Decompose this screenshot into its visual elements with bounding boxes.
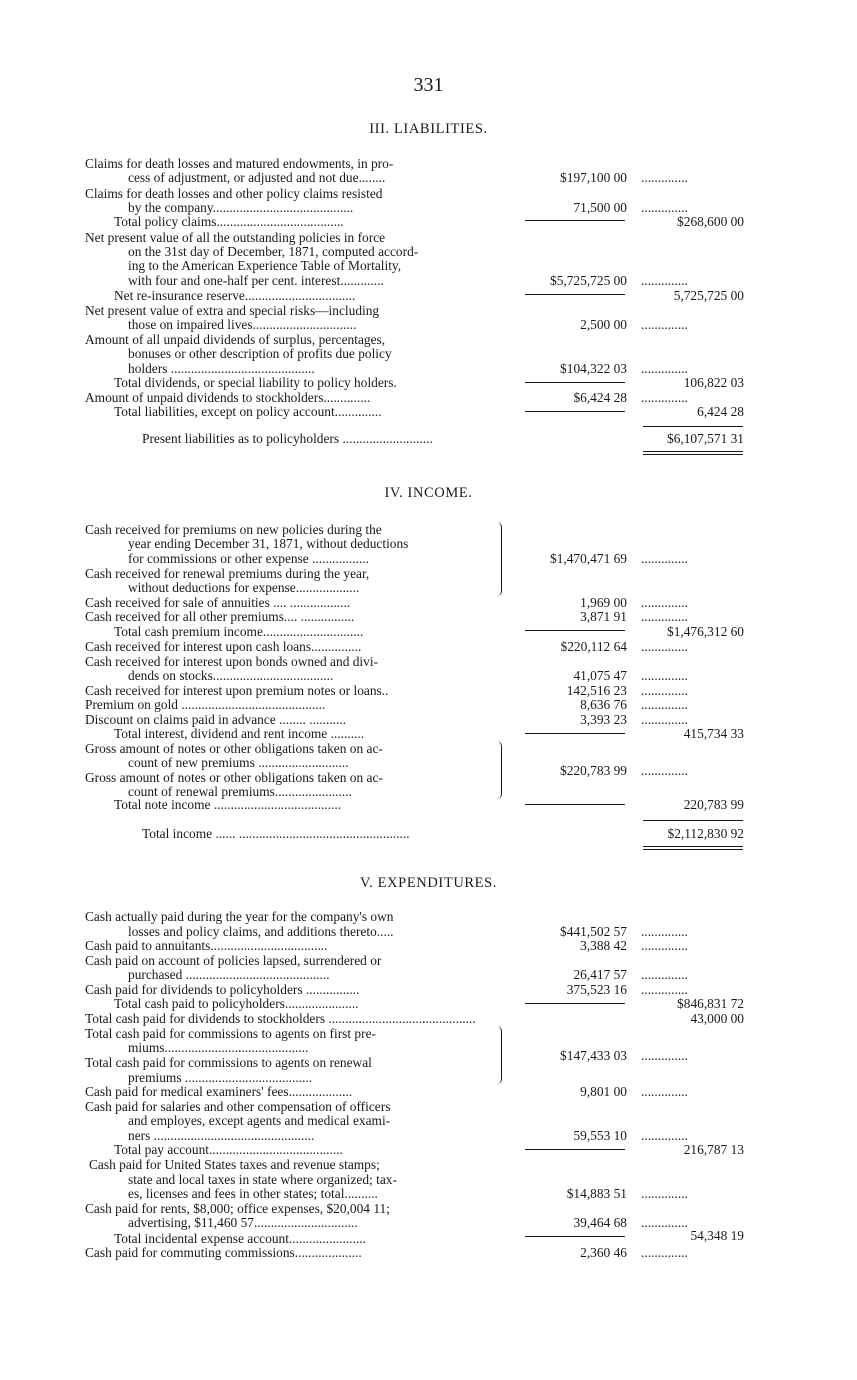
entry-label: Cash paid for medical examiners' fees................... xyxy=(85,1084,353,1099)
leader-dots: .............. xyxy=(641,640,688,654)
amount-cell: 142,516 23 xyxy=(566,683,627,698)
entry-label: Gross amount of notes or other obligations taken on ac- xyxy=(85,741,383,756)
table-row xyxy=(0,1129,857,1143)
entry-label: Total pay account........................................ xyxy=(114,1142,343,1157)
table-row xyxy=(0,391,857,405)
entry-label: Cash paid for salaries and other compensation of officers xyxy=(85,1099,391,1114)
leader-dots: .............. xyxy=(641,939,688,953)
entry-label: premiums ...................................... xyxy=(128,1070,313,1085)
table-row xyxy=(0,939,857,953)
table-row xyxy=(0,537,857,551)
amount-cell: $220,112 64 xyxy=(560,639,627,654)
total-cell: 6,424 28 xyxy=(697,404,744,419)
entry-label: year ending December 31, 1871, without deductions xyxy=(128,536,409,551)
leader-dots: .............. xyxy=(641,274,688,288)
amount-cell: 39,464 68 xyxy=(573,1215,627,1230)
entry-label: Total liabilities, except on policy account.............. xyxy=(114,404,382,419)
table-row xyxy=(0,713,857,727)
table-row xyxy=(0,655,857,669)
entry-label: by the company.......................................... xyxy=(128,200,354,215)
entry-label: ing to the American Experience Table of Mortality, xyxy=(128,258,402,273)
entry-label: Cash paid to annuitants................................... xyxy=(85,938,328,953)
leader-dots: .............. xyxy=(641,684,688,698)
entry-label: advertising, $11,460 57............................... xyxy=(128,1215,358,1230)
entry-label: Cash paid for United States taxes and revenue stamps; xyxy=(89,1157,380,1172)
leader-dots: .............. xyxy=(641,1129,688,1143)
entry-label: state and local taxes in state where organized; tax- xyxy=(128,1172,397,1187)
entry-label: Cash paid for commuting commissions.................... xyxy=(85,1245,362,1260)
entry-label: Total incidental expense account....................... xyxy=(114,1231,366,1246)
expenditures-heading: V. EXPENDITURES. xyxy=(359,875,498,891)
amount-cell: $441,502 57 xyxy=(560,924,627,939)
amount-cell: 41,075 47 xyxy=(573,668,627,683)
table-row xyxy=(0,318,857,332)
entry-label: Net re-insurance reserve................................. xyxy=(114,288,356,303)
table-row xyxy=(0,201,857,215)
leader-dots: .............. xyxy=(641,764,688,778)
double-rule xyxy=(643,451,743,452)
page-number: 331 xyxy=(413,74,444,96)
total-rule xyxy=(643,426,743,427)
entry-label: holders ........................................... xyxy=(128,361,315,376)
table-row xyxy=(0,215,857,229)
leader-dots: .............. xyxy=(641,698,688,712)
entry-label: ners ................................................ xyxy=(128,1128,315,1143)
amount-cell: 2,360 46 xyxy=(580,1245,627,1260)
amount-cell: $197,100 00 xyxy=(560,170,627,185)
entry-label: those on impaired lives............................... xyxy=(128,317,357,332)
entry-label: Total cash premium income.............................. xyxy=(114,624,364,639)
entry-label: Total dividends, or special liability to policy holders. xyxy=(114,375,397,390)
table-row xyxy=(0,304,857,318)
amount-cell: 3,871 91 xyxy=(580,609,627,624)
amount-cell: $1,470,471 69 xyxy=(550,551,627,566)
table-row xyxy=(0,245,857,259)
table-row xyxy=(0,625,857,639)
amount-cell: 8,636 76 xyxy=(580,697,627,712)
entry-label: Cash received for interest upon bonds owned and divi- xyxy=(85,654,379,669)
table-row xyxy=(0,983,857,997)
amount-cell: $5,725,725 00 xyxy=(550,273,627,288)
leader-dots: .............. xyxy=(641,171,688,185)
table-row xyxy=(0,171,857,185)
leader-dots: .............. xyxy=(641,362,688,376)
entry-label: Cash received for renewal premiums during the year, xyxy=(85,566,370,581)
table-row xyxy=(0,1246,857,1260)
entry-label: with four and one-half per cent. interest............. xyxy=(128,273,384,288)
table-row xyxy=(0,669,857,683)
table-row xyxy=(0,157,857,171)
grand-total-cell: $6,107,571 31 xyxy=(667,431,744,446)
entry-label: Amount of unpaid dividends to stockholders.............. xyxy=(85,390,371,405)
table-row xyxy=(0,1143,857,1157)
amount-cell: 375,523 16 xyxy=(566,982,627,997)
leader-dots: .............. xyxy=(641,610,688,624)
table-row xyxy=(0,798,857,812)
leader-dots: .............. xyxy=(641,1085,688,1099)
total-cell: $268,600 00 xyxy=(677,214,744,229)
entry-label: Total income ...... ................................................... xyxy=(142,826,410,841)
entry-label: count of renewal premiums....................... xyxy=(128,784,352,799)
table-row xyxy=(0,727,857,741)
leader-dots: .............. xyxy=(641,925,688,939)
entry-label: Claims for death losses and other policy claims resisted xyxy=(85,186,383,201)
entry-label: Total cash paid for commissions to agents on first pre- xyxy=(85,1026,376,1041)
amount-cell: 59,553 10 xyxy=(573,1128,627,1143)
amount-cell: $14,883 51 xyxy=(566,1186,627,1201)
table-row xyxy=(0,1027,857,1041)
table-row xyxy=(0,347,857,361)
leader-dots: .............. xyxy=(641,1187,688,1201)
amount-cell: 3,388 42 xyxy=(580,938,627,953)
double-rule xyxy=(643,454,743,455)
entry-label: es, licenses and fees in other states; total.......... xyxy=(128,1186,378,1201)
entry-label: cess of adjustment, or adjusted and not due........ xyxy=(128,170,386,185)
table-row xyxy=(0,405,857,419)
entry-label: Cash received for premiums on new policies during the xyxy=(85,522,382,537)
table-row xyxy=(0,376,857,390)
entry-label: bonuses or other description of profits due policy xyxy=(128,346,392,361)
table-row xyxy=(0,289,857,303)
table-row xyxy=(0,552,857,566)
table-row xyxy=(0,1202,857,1216)
table-row xyxy=(0,1012,857,1026)
amount-cell: 2,500 00 xyxy=(580,317,627,332)
table-row xyxy=(0,610,857,624)
brace-bracket xyxy=(496,741,502,799)
double-rule xyxy=(643,849,743,850)
amount-cell: 1,969 00 xyxy=(580,595,627,610)
leader-dots: .............. xyxy=(641,201,688,215)
table-row xyxy=(0,1187,857,1201)
leader-dots: .............. xyxy=(641,1246,688,1260)
table-row xyxy=(0,231,857,245)
entry-label: Cash received for interest upon premium notes or loans.. xyxy=(85,683,389,698)
amount-cell: 3,393 23 xyxy=(580,712,627,727)
entry-label: Total cash paid for dividends to stockholders ............................................ xyxy=(85,1011,476,1026)
leader-dots: .............. xyxy=(641,968,688,982)
entry-label: Cash paid for rents, $8,000; office expenses, $20,004 11; xyxy=(85,1201,390,1216)
entry-label: purchased ........................................... xyxy=(128,967,330,982)
table-row xyxy=(0,432,857,446)
entry-label: and employes, except agents and medical exami- xyxy=(128,1113,391,1128)
leader-dots: .............. xyxy=(641,983,688,997)
entry-label: without deductions for expense................... xyxy=(128,580,360,595)
table-row xyxy=(0,684,857,698)
total-cell: $846,831 72 xyxy=(677,996,744,1011)
table-row xyxy=(0,827,857,841)
leader-dots: .............. xyxy=(641,713,688,727)
total-cell: $1,476,312 60 xyxy=(667,624,744,639)
total-cell: 220,783 99 xyxy=(683,797,744,812)
leader-dots: .............. xyxy=(641,391,688,405)
entry-label: Total policy claims...................................... xyxy=(114,214,344,229)
table-row xyxy=(0,596,857,610)
table-row xyxy=(0,1114,857,1128)
table-row xyxy=(0,274,857,288)
table-row xyxy=(0,1056,857,1070)
entry-label: Discount on claims paid in advance ........ ........... xyxy=(85,712,347,727)
double-rule xyxy=(643,846,743,847)
entry-label: Total note income ...................................... xyxy=(114,797,342,812)
entry-label: Total cash paid for commissions to agents on renewal xyxy=(85,1055,372,1070)
table-row xyxy=(0,362,857,376)
table-row xyxy=(0,567,857,581)
entry-label: Net present value of extra and special risks—including xyxy=(85,303,380,318)
leader-dots: .............. xyxy=(641,318,688,332)
entry-label: Net present value of all the outstanding policies in force xyxy=(85,230,386,245)
brace-bracket xyxy=(496,522,502,596)
entry-label: Gross amount of notes or other obligations taken on ac- xyxy=(85,770,383,785)
total-cell: 54,348 19 xyxy=(690,1228,744,1243)
entry-label: Cash received for interest upon cash loans............... xyxy=(85,639,362,654)
amount-cell: $6,424 28 xyxy=(573,390,627,405)
entry-label: count of new premiums ........................... xyxy=(128,755,349,770)
total-cell: 43,000 00 xyxy=(690,1011,744,1026)
liabilities-heading: III. LIABILITIES. xyxy=(369,121,488,137)
table-row xyxy=(0,771,857,785)
amount-cell: 26,417 57 xyxy=(573,967,627,982)
entry-label: dends on stocks.................................... xyxy=(128,668,334,683)
table-row xyxy=(0,698,857,712)
table-row xyxy=(0,523,857,537)
table-row xyxy=(0,1158,857,1172)
total-cell: 216,787 13 xyxy=(683,1142,744,1157)
amount-cell: $147,433 03 xyxy=(560,1048,627,1063)
table-row xyxy=(0,187,857,201)
entry-label: for commissions or other expense ................. xyxy=(128,551,369,566)
entry-label: Cash actually paid during the year for the company's own xyxy=(85,909,394,924)
leader-dots: .............. xyxy=(641,596,688,610)
leader-dots: .............. xyxy=(641,552,688,566)
grand-total-cell: $2,112,830 92 xyxy=(667,826,744,841)
leader-dots: .............. xyxy=(641,1049,688,1063)
amount-cell: $220,783 99 xyxy=(560,763,627,778)
total-rule xyxy=(643,820,743,821)
leader-dots: .............. xyxy=(641,669,688,683)
amount-cell: $104,322 03 xyxy=(560,361,627,376)
amount-cell: 9,801 00 xyxy=(580,1084,627,1099)
table-row xyxy=(0,1232,857,1246)
entry-label: miums........................................... xyxy=(128,1040,309,1055)
total-cell: 415,734 33 xyxy=(683,726,744,741)
brace-bracket xyxy=(496,1026,502,1084)
table-row xyxy=(0,1100,857,1114)
entry-label: Total interest, dividend and rent income .......... xyxy=(114,726,365,741)
table-row xyxy=(0,333,857,347)
entry-label: Cash received for all other premiums.... ................ xyxy=(85,609,355,624)
table-row xyxy=(0,640,857,654)
amount-cell: 71,500 00 xyxy=(573,200,627,215)
table-row xyxy=(0,1085,857,1099)
table-row xyxy=(0,968,857,982)
income-heading: IV. INCOME. xyxy=(384,485,473,501)
table-row xyxy=(0,581,857,595)
table-row xyxy=(0,925,857,939)
table-row xyxy=(0,997,857,1011)
table-row xyxy=(0,742,857,756)
table-row xyxy=(0,1071,857,1085)
table-row xyxy=(0,259,857,273)
entry-label: Claims for death losses and matured endowments, in pro- xyxy=(85,156,394,171)
entry-label: Present liabilities as to policyholders ........................... xyxy=(142,431,433,446)
total-cell: 5,725,725 00 xyxy=(673,288,744,303)
table-row xyxy=(0,954,857,968)
entry-label: on the 31st day of December, 1871, computed accord- xyxy=(128,244,419,259)
entry-label: Cash paid on account of policies lapsed, surrendered or xyxy=(85,953,382,968)
entry-label: Cash paid for dividends to policyholders ................ xyxy=(85,982,360,997)
entry-label: Cash received for sale of annuities .... .................. xyxy=(85,595,351,610)
entry-label: losses and policy claims, and additions thereto..... xyxy=(128,924,394,939)
entry-label: Total cash paid to policyholders...................... xyxy=(114,996,359,1011)
total-cell: 106,822 03 xyxy=(683,375,744,390)
table-row xyxy=(0,910,857,924)
leader-dots: .............. xyxy=(641,1216,688,1230)
table-row xyxy=(0,1173,857,1187)
entry-label: Amount of all unpaid dividends of surplus, percentages, xyxy=(85,332,386,347)
entry-label: Premium on gold ........................................... xyxy=(85,697,326,712)
